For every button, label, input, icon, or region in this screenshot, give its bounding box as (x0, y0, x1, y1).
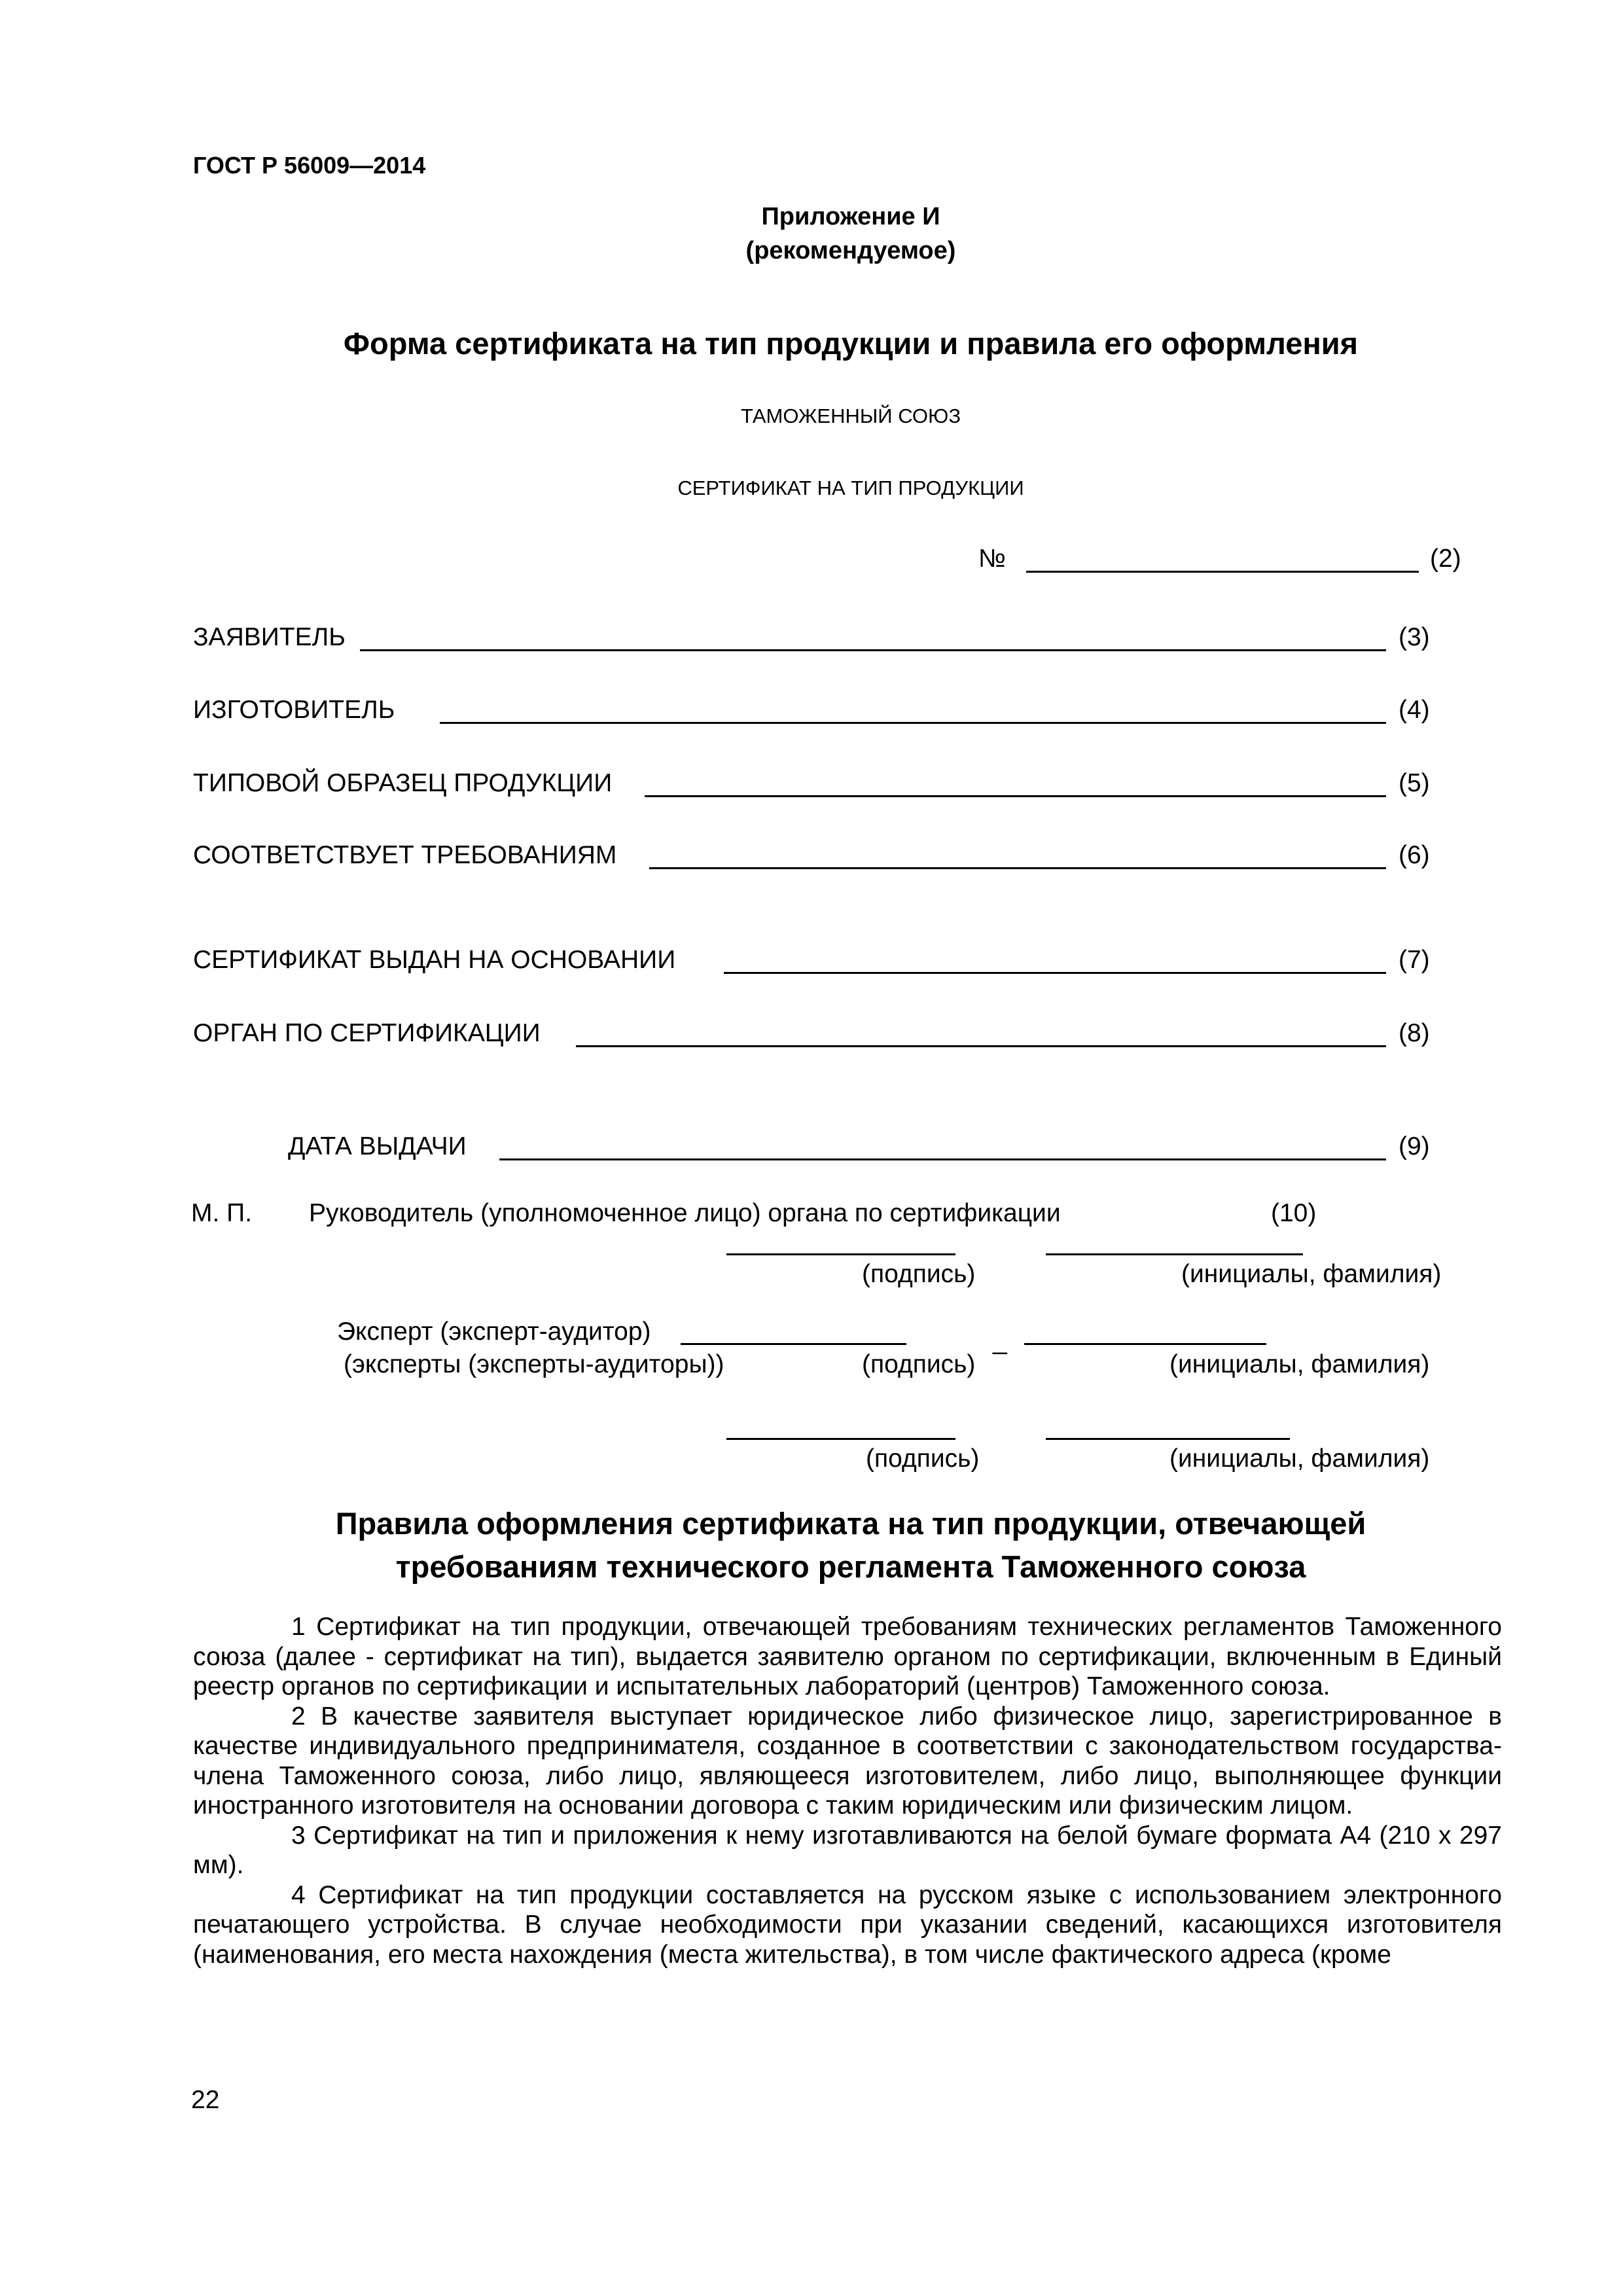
rules-title (0, 1502, 1623, 1588)
appendix-block (0, 200, 1623, 268)
rules-title-line-1: Правила оформления сертификата на тип продукции, отвечающей (335, 1506, 1366, 1541)
section-title: Форма сертификата на тип продукции и правила его оформления (343, 326, 1359, 361)
head-ref: (10) (1271, 1199, 1317, 1227)
experts-label: (эксперты (эксперты-аудиторы)) (344, 1350, 724, 1378)
field-line-sample[interactable] (645, 795, 1386, 797)
number-ref: (2) (1430, 545, 1461, 573)
field-ref-date: (9) (1399, 1132, 1430, 1160)
form-doc-type: СЕРТИФИКАТ НА ТИП ПРОДУКЦИИ (677, 476, 1024, 499)
field-line-basis[interactable] (724, 972, 1386, 974)
field-ref-sample: (5) (1399, 769, 1430, 797)
field-line-requirements[interactable] (649, 867, 1386, 869)
head-signature-caption: (подпись) (862, 1260, 976, 1288)
rules-title-line-2: требованиям технического регламента Таможенного союза (395, 1549, 1306, 1584)
field-label-applicant: ЗАЯВИТЕЛЬ (193, 623, 346, 651)
expert-label: Эксперт (эксперт-аудитор) (337, 1318, 651, 1346)
appendix-title: Приложение И (761, 203, 940, 230)
field-label-basis: СЕРТИФИКАТ ВЫДАН НА ОСНОВАНИИ (193, 946, 676, 974)
extra-signature-line[interactable] (726, 1438, 955, 1440)
extra-name-line[interactable] (1046, 1438, 1290, 1440)
expert-signature-caption: (подпись) (862, 1350, 976, 1378)
field-line-date[interactable] (499, 1158, 1386, 1160)
expert-dash: _ (993, 1327, 1007, 1355)
extra-signature-caption: (подпись) (866, 1444, 980, 1473)
head-signature-line[interactable] (726, 1253, 955, 1255)
field-ref-body: (8) (1399, 1019, 1430, 1047)
number-field-line[interactable] (1026, 571, 1419, 573)
page-number: 22 (191, 2086, 220, 2114)
form-union: ТАМОЖЕННЫЙ СОЮЗ (740, 404, 961, 427)
head-name-caption: (инициалы, фамилия) (1181, 1260, 1442, 1288)
paragraph-3: 3 Сертификат на тип и приложения к нему изготавливаются на белой бумаге формата А4 (210 х 297 мм). (193, 1821, 1502, 1879)
field-label-body: ОРГАН ПО СЕРТИФИКАЦИИ (193, 1019, 541, 1047)
paragraph-4: 4 Сертификат на тип продукции составляется на русском языке с использованием электронного печатающего устройства. В случае необходимости при указании сведений, касающихся изготовителя (наименования, его места нахождения (места жительства), в том числе фактического адреса (кроме (193, 1880, 1502, 1969)
field-label-requirements: СООТВЕТСТВУЕТ ТРЕБОВАНИЯМ (193, 841, 617, 869)
field-line-applicant[interactable] (360, 649, 1386, 651)
appendix-status: (рекомендуемое) (745, 237, 956, 264)
head-label: Руководитель (уполномоченное лицо) органа по сертификации (309, 1199, 1061, 1227)
paragraph-1: 1 Сертификат на тип продукции, отвечающей требованиям технических регламентов Таможенного союза (далее - сертификат на тип), выдается заявителю органом по сертификации, включенным в Единый реестр органов по сертификации и испытательных лабораторий (центров) Таможенного союза. (193, 1613, 1502, 1700)
standard-code: ГОСТ Р 56009—2014 (193, 152, 426, 179)
field-line-manufacturer[interactable] (440, 722, 1386, 724)
stamp-place: М. П. (191, 1199, 253, 1227)
field-ref-manufacturer: (4) (1399, 696, 1430, 724)
field-label-sample: ТИПОВОЙ ОБРАЗЕЦ ПРОДУКЦИИ (193, 769, 613, 797)
field-label-manufacturer: ИЗГОТОВИТЕЛЬ (193, 696, 395, 724)
rules-body (193, 1612, 1502, 1969)
expert-name-caption: (инициалы, фамилия) (1169, 1350, 1430, 1378)
extra-name-caption: (инициалы, фамилия) (1169, 1444, 1430, 1473)
field-label-date: ДАТА ВЫДАЧИ (288, 1132, 467, 1160)
field-line-body[interactable] (576, 1045, 1386, 1047)
field-ref-applicant: (3) (1399, 623, 1430, 651)
paragraph-2: 2 В качестве заявителя выступает юридическое либо физическое лицо, зарегистрированное в качестве индивидуального предпринимателя, созданное в соответствии с законодательством государства-члена Таможенного союза, либо лицо, являющееся изготовителем, либо лицо, выполняющее функции иностранного изготовителя на основании договора с таким юридическим или физическим лицом. (193, 1702, 1502, 1820)
field-ref-basis: (7) (1399, 946, 1430, 974)
field-ref-requirements: (6) (1399, 841, 1430, 869)
head-name-line[interactable] (1046, 1253, 1303, 1255)
expert-name-line[interactable] (1024, 1343, 1266, 1345)
number-label: № (978, 545, 1006, 573)
expert-signature-line[interactable] (681, 1343, 906, 1345)
